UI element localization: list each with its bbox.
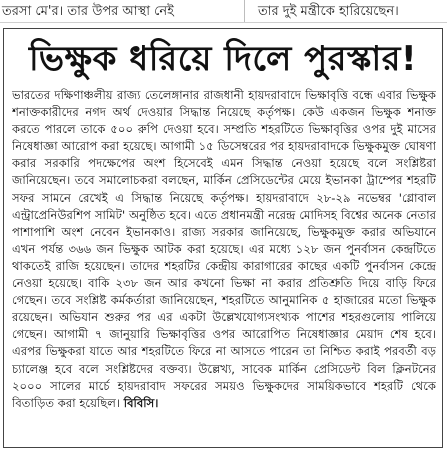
column-divider	[244, 0, 245, 22]
article-credit: বিবিসি।	[123, 395, 159, 410]
previous-article-fragment-left: তরসা মে'র। তার উপর আস্থা নেই	[2, 4, 174, 19]
article-body	[12, 87, 436, 443]
article-body-text: ভারতের দক্ষিণাঞ্চলীয় রাজ্য তেলেঙ্গানার রাজধানী হায়দরাবাদে ভিক্ষাবৃত্তি বন্ধে এবার ভিক্ষুক শনাক্তকারীদের নগদ অর্থ দেওয়ার সিদ্ধান্ত নিয়েছে কর্তৃপক্ষ। কেউ একজন ভিক্ষুক শনাক্ত করতে পারলে তাকে ৫০০ রুপি দেওয়া হবে। সম্প্রতি শহরটিতে ভিক্ষাবৃত্তির ওপর দুই মাসের নিষেধাজ্ঞা আরোপ করা হয়েছে। আগামী ১৫ ডিসেম্বরের পর হায়দরাবাদকে ভিক্ষুকমুক্ত ঘোষণা করার সরকারি পদক্ষেপের অংশ হিসেবেই এমন সিদ্ধান্ত নেওয়া হয়েছে বলে সংশ্লিষ্টরা জানিয়েছেন। তবে সমালোচকরা বলছেন, মার্কিন প্রেসিডেন্টের মেয়ে ইভানকা ট্রাম্পের শহরটি সফর সামনে রেখেই এ সিদ্ধান্ত নিয়েছে কর্তৃপক্ষ। হায়দরাবাদে ২৮-২৯ নভেম্বর 'গ্লোবাল এন্ট্রাপ্রেনিউরশিপ সামিট' অনুষ্ঠিত হবে। এতে প্রধানমন্ত্রী নরেন্দ্র মোদিসহ বিশ্বের অনেক নেতার পাশাপাশি অংশ নেবেন ইভানকাও। রাজ্য সরকার জানিয়েছে, ভিক্ষুকমুক্ত করার অভিযানে এখন পর্যন্ত ৩৬৬ জন ভিক্ষুক আটক করা হয়েছে। এর মধ্যে ১২৮ জন পুনর্বাসন কেন্দ্রটিতে থাকতেই রাজি হয়েছেন। তাদের শহরটির কেন্দ্রীয় কারাগারের কাছের একটি পুনর্বাসন কেন্দ্রে নেওয়া হয়েছে। বাকি ২৩৮ জন আর কখনো ভিক্ষা না করার প্রতিশ্রুতি দিয়ে বাড়ি ফিরে গেছেন। তবে সংশ্লিষ্ট কর্মকর্তারা জানিয়েছেন, শহরটিতে আনুমানিক ৫ হাজারের মতো ভিক্ষুক রয়েছেন। অভিযান শুরুর পর এর একটা উল্লেখযোগ্যসংখ্যক পাশের শহরগুলোয় পালিয়ে গেছেন। আগামী ৭ জানুয়ারি ভিক্ষাবৃত্তির ওপর আরোপিত নিষেধাজ্ঞার মেয়াদ শেষ হবে। এরপর ভিক্ষুকরা যাতে আর শহরটিতে ফিরে না আসতে পারেন তা নিশ্চিত করাই পরবর্তী বড় চ্যালেঞ্জ হবে বলে সংশ্লিষ্টদের বক্তব্য। উল্লেখ্য, সাবেক মার্কিন প্রেসিডেন্ট বিল ক্লিনটনের ২০০০ সালের মার্চে হায়দরাবাদ সফরের সময়ও ভিক্ষুকদের সাময়িকভাবে শহরটি থেকে বিতাড়িত করা হয়েছিল।	[12, 88, 436, 410]
news-article	[3, 28, 443, 448]
previous-article-strip	[0, 0, 447, 23]
previous-article-fragment-right: তার দুই মন্ত্রীকে হারিয়েছেন।	[258, 4, 399, 19]
article-headline: ভিক্ষুক ধরিয়ে দিলে পুরস্কার!	[28, 39, 417, 79]
